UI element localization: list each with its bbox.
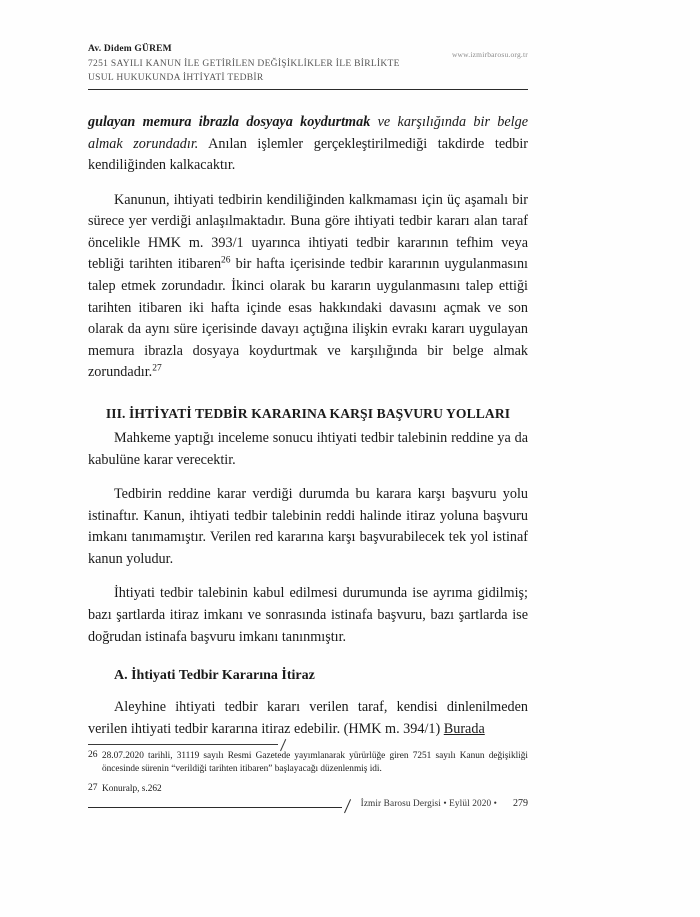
footnote-number: 27	[88, 783, 98, 794]
paragraph-4: Tedbirin reddine karar verdiği durumda bu karara karşı başvuru yolu istinaftır. Kanun, ihtiyati tedbir talebinin reddi halinde itiraz yoluna başvuru imkanı tanımamıştır. Verilen red kararına karşı başvurabilecek tek yol istinaf kanun yoludur.	[88, 486, 528, 567]
footnote-divider-tick	[276, 738, 288, 750]
header-divider	[88, 89, 528, 90]
footnote-text: 28.07.2020 tarihli, 31119 sayılı Resmi Gazetede yayımlanarak yürürlüğe giren 7251 sayılı Kanun değişikliği öncesinde sürenin “verildiği tarihten itibaren” başlayacağı düzenlenmiş idi.	[102, 751, 528, 775]
document-body	[88, 112, 528, 740]
header-title-line2: USUL HUKUKUNDA İHTİYATİ TEDBİR	[88, 72, 264, 83]
footnote-number: 26	[88, 750, 98, 760]
footer-info	[351, 798, 528, 809]
paragraph-6-underlined-word: Burada	[443, 720, 485, 737]
paragraph-italic-bold-lead: gulayan memura ibrazla dosyaya koydurtmak	[88, 114, 371, 130]
footer-journal-title: İzmir Barosu Dergisi • Eylül 2020 •	[360, 798, 497, 809]
paragraph-italic-lead: ve karşılığında bir belge almak zorundadır.	[88, 114, 529, 152]
header-author: Av. Didem GÜREM	[88, 44, 172, 54]
paragraph-2-part-a: Kanunun, ihtiyati tedbirin kendiliğinden kalkmaması için üç aşamalı bir sürece yer verdiği anlaşılmaktadır. Buna göre ihtiyati tedbir kararı alan taraf öncelikle HMK m. 393/1 uyarınca ihtiyati tedbir kararının tefhim veya tebliği tarihten itibaren	[88, 191, 528, 273]
header-title	[88, 58, 528, 86]
page-header	[88, 44, 528, 86]
footnote-item	[88, 783, 528, 796]
page-number: 279	[513, 798, 528, 809]
header-website-url: www.izmirbarosu.org.tr	[451, 50, 528, 59]
footnote-item	[88, 750, 528, 776]
header-title-line1: 7251 SAYILI KANUN İLE GETİRİLEN DEĞİŞİKLİKLER İLE BİRLİKTE	[88, 59, 400, 69]
footnote-divider	[88, 744, 278, 745]
page-footer	[88, 798, 528, 818]
subsection-heading-a: A. İhtiyati Tedbir Kararına İtiraz	[114, 668, 315, 684]
paragraph-3: Mahkeme yaptığı inceleme sonucu ihtiyati tedbir talebinin reddine ya da kabulüne karar verecektir.	[88, 429, 528, 468]
footnote-text: Konuralp, s.262	[102, 784, 162, 795]
paragraph-continuation	[88, 112, 528, 177]
paragraph-2	[88, 190, 528, 384]
paragraph-1-rest: Anılan işlemler gerçekleştirilmediği takdirde tedbir kendiliğinden kalkacaktır.	[88, 135, 528, 174]
section-heading-iii: III. İHTİYATİ TEDBİR KARARINA KARŞI BAŞVURU YOLLARI	[105, 405, 511, 421]
paragraph-2-part-b: bir hafta içerisinde tedbir kararının uygulanmasını talep etmek zorundadır. İkinci olarak bu kararın uygulanmasını talep ettiği tarihten itibaren iki hafta içinde esas hakkındaki davasını açmak ve son olarak da aynı süre içerisinde davayı açtığına ilişkin evrakı kararı uygulayan memura ibrazla dosyaya koydurtmak ve karşılığında bir belge almak zorundadır.	[88, 256, 529, 381]
footnotes-area	[88, 750, 528, 804]
footnote-ref-26[interactable]: 26	[221, 255, 231, 266]
paragraph-5: İhtiyati tedbir talebinin kabul edilmesi durumunda ise ayrıma gidilmiş; bazı şartlarda itiraz imkanı ve sonrasında istinafa başvuru, bazı şartlarda ise doğrudan istinafa başvuru imkanı tanınmıştır.	[88, 585, 528, 645]
footnote-ref-27[interactable]: 27	[152, 363, 162, 374]
paragraph-6	[88, 697, 528, 740]
paragraph-6-text: Aleyhine ihtiyati tedbir kararı verilen taraf, kendisi dinlenilmeden verilen ihtiyati tedbir kararına itiraz edebilir. (HMK m. 394/1)	[88, 699, 528, 737]
